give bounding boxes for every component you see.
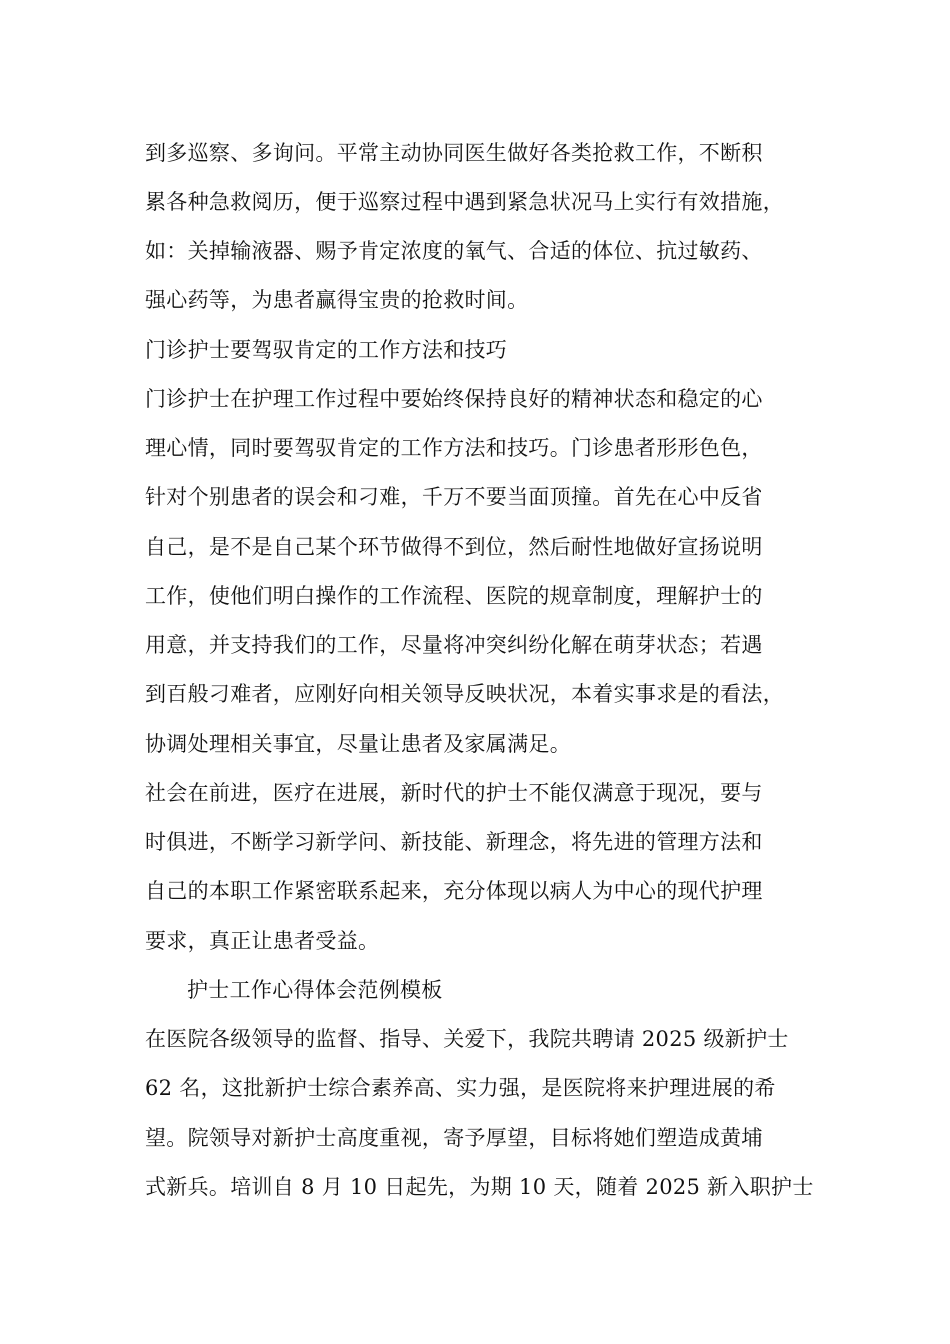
- body-text-line: 社会在前进，医疗在进展，新时代的护士不能仅满意于现况，要与: [145, 781, 763, 805]
- body-text-line: 62 名，这批新护士综合素养高、实力强，是医院将来护理进展的希: [145, 1076, 776, 1100]
- body-text-line: 时俱进，不断学习新学问、新技能、新理念，将先进的管理方法和: [145, 830, 763, 854]
- body-text-line: 如：关掉输液器、赐予肯定浓度的氧气、合适的体位、抗过敏药、: [145, 239, 763, 263]
- body-text-line: 自己，是不是自己某个环节做得不到位，然后耐性地做好宣扬说明: [145, 535, 763, 559]
- body-text-line: 要求，真正让患者受益。: [145, 929, 380, 953]
- body-text-line: 针对个别患者的误会和刁难，千万不要当面顶撞。首先在心中反省: [145, 485, 763, 509]
- body-text-line: 式新兵。培训自 8 月 10 日起先，为期 10 天，随着 2025 新入职护士: [145, 1175, 814, 1199]
- body-text-line: 自己的本职工作紧密联系起来，充分体现以病人为中心的现代护理: [145, 879, 763, 903]
- body-text-line: 累各种急救阅历，便于巡察过程中遇到紧急状况马上实行有效措施，: [145, 190, 784, 214]
- body-text-line: 门诊护士在护理工作过程中要始终保持良好的精神状态和稳定的心: [145, 387, 763, 411]
- body-text-line: 望。院领导对新护士高度重视，寄予厚望，目标将她们塑造成黄埔: [145, 1126, 763, 1150]
- body-text-line: 到百般刁难者，应刚好向相关领导反映状况，本着实事求是的看法，: [145, 682, 784, 706]
- body-text-line: 工作，使他们明白操作的工作流程、医院的规章制度，理解护士的: [145, 584, 763, 608]
- body-text-line: 理心情，同时要驾驭肯定的工作方法和技巧。门诊患者形形色色，: [145, 436, 763, 460]
- body-text-line: 到多巡察、多询问。平常主动协同医生做好各类抢救工作，不断积: [145, 141, 763, 165]
- body-text-line: 用意，并支持我们的工作，尽量将冲突纠纷化解在萌芽状态；若遇: [145, 633, 763, 657]
- document-title: 护士工作心得体会范例模板: [187, 978, 443, 1002]
- body-text-line: 强心药等，为患者赢得宝贵的抢救时间。: [145, 288, 529, 312]
- section-heading: 门诊护士要驾驭肯定的工作方法和技巧: [145, 338, 508, 362]
- body-text-line: 在医院各级领导的监督、指导、关爱下，我院共聘请 2025 级新护士: [145, 1027, 789, 1051]
- body-text-line: 协调处理相关事宜，尽量让患者及家属满足。: [145, 732, 571, 756]
